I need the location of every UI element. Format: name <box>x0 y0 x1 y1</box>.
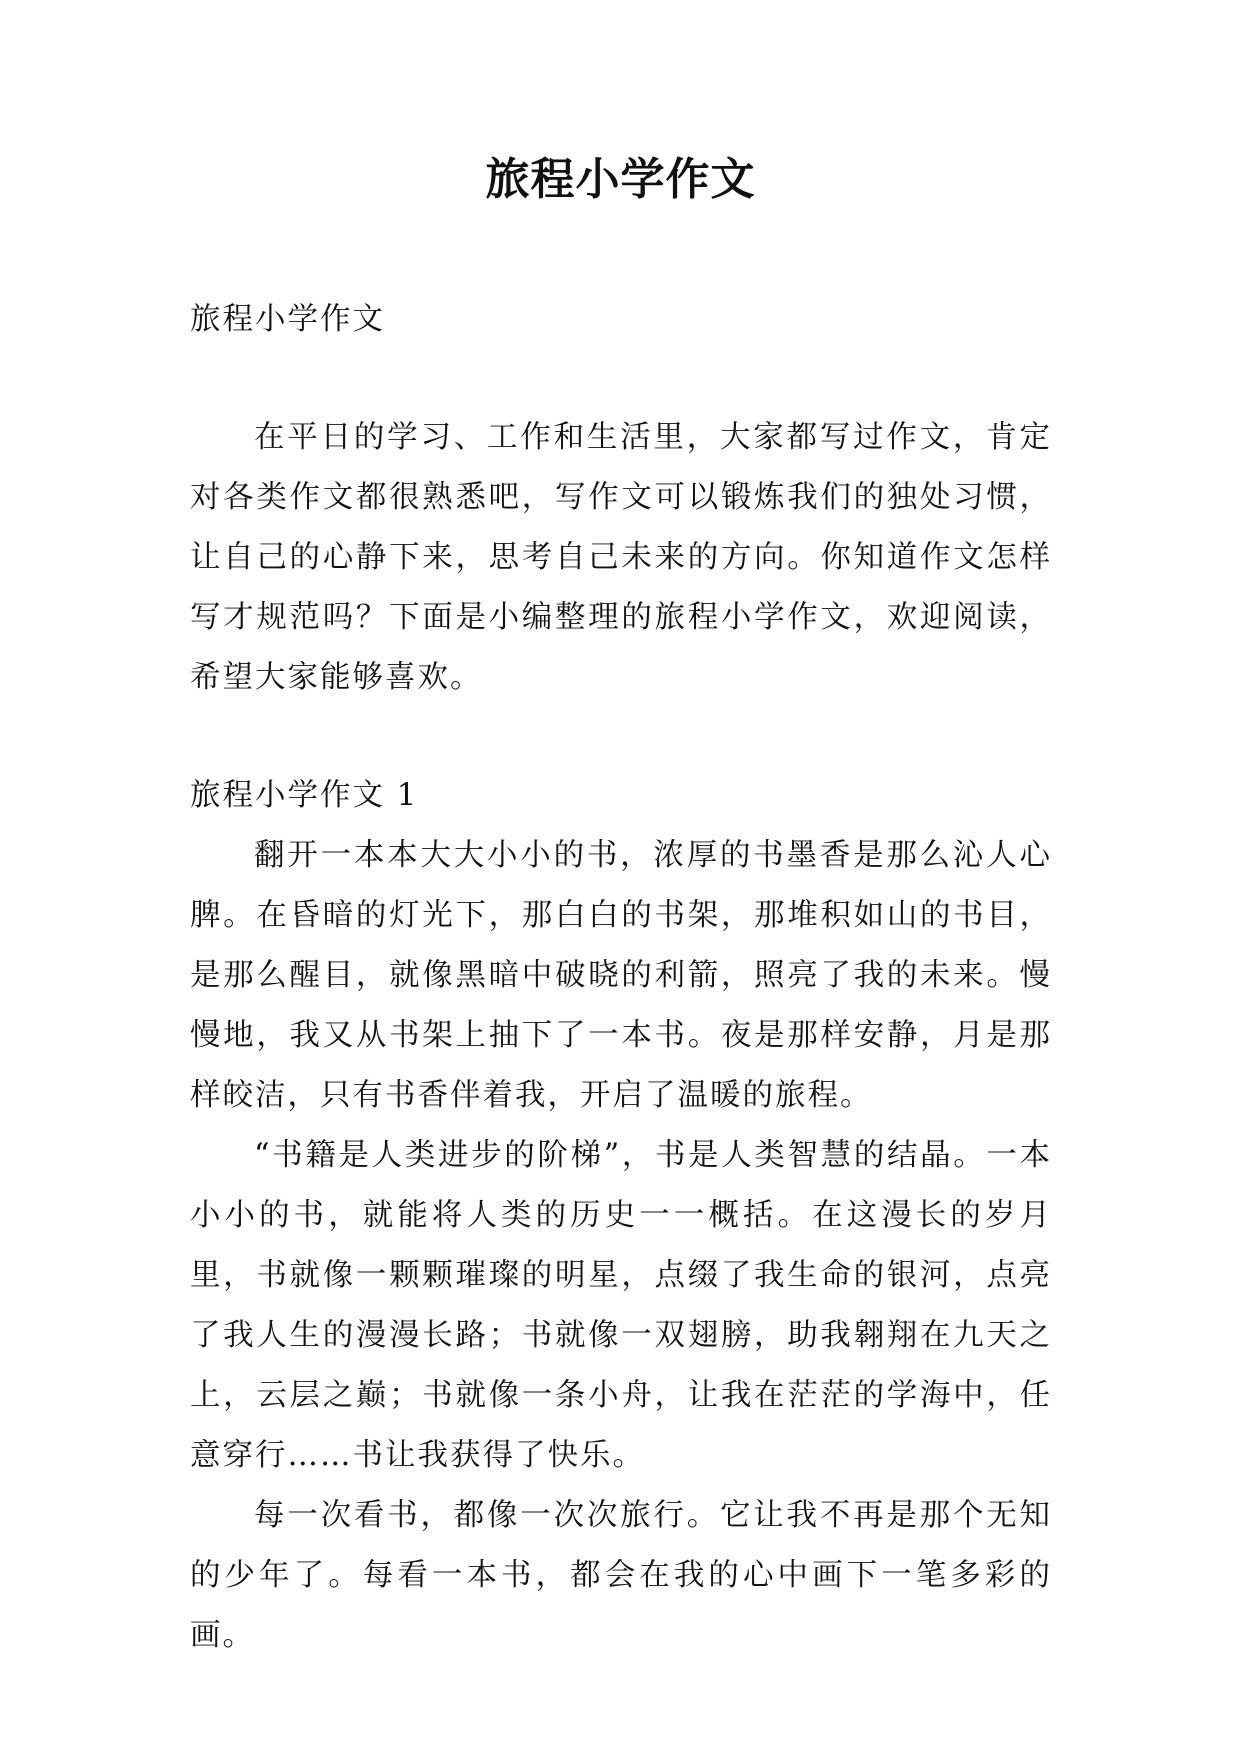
document-subtitle: 旅程小学作文 <box>190 302 385 337</box>
spacer <box>190 350 1052 408</box>
body-paragraph: 翻开一本本大大小小的书，浓厚的书墨香是那么沁人心脾。在昏暗的灯光下，那白白的书架，那堆积如山的书目，是那么醒目，就像黑暗中破晓的利箭，照亮了我的未来。慢慢地，我又从书架上抽下了一本书。夜是那样安静，月是那样皎洁，只有书香伴着我，开启了温暖的旅程。 <box>190 838 1052 1113</box>
body-paragraph: 每一次看书，都像一次次旅行。它让我不再是那个无知的少年了。每看一本书，都会在我的心中画下一笔多彩的画。 <box>190 1498 1052 1653</box>
body-paragraph: “书籍是人类进步的阶梯”，书是人类智慧的结晶。一本小小的书，就能将人类的历史一一概括。在这漫长的岁月里，书就像一颗颗璀璨的明星，点缀了我生命的银河，点亮了我人生的漫漫长路；书就像一双翅膀，助我翱翔在九天之上，云层之巅；书就像一条小舟，让我在茫茫的学海中，任意穿行……书让我获得了快乐。 <box>190 1138 1052 1473</box>
section-heading: 旅程小学作文 1 <box>190 778 419 813</box>
document-body <box>190 290 1052 1666</box>
intro-paragraph: 在平日的学习、工作和生活里，大家都写过作文，肯定对各类作文都很熟悉吧，写作文可以锻炼我们的独处习惯，让自己的心静下来，思考自己未来的方向。你知道作文怎样写才规范吗？下面是小编整理的旅程小学作文，欢迎阅读，希望大家能够喜欢。 <box>190 420 1052 695</box>
document-title: 旅程小学作文 <box>485 154 756 205</box>
spacer <box>190 708 1052 766</box>
